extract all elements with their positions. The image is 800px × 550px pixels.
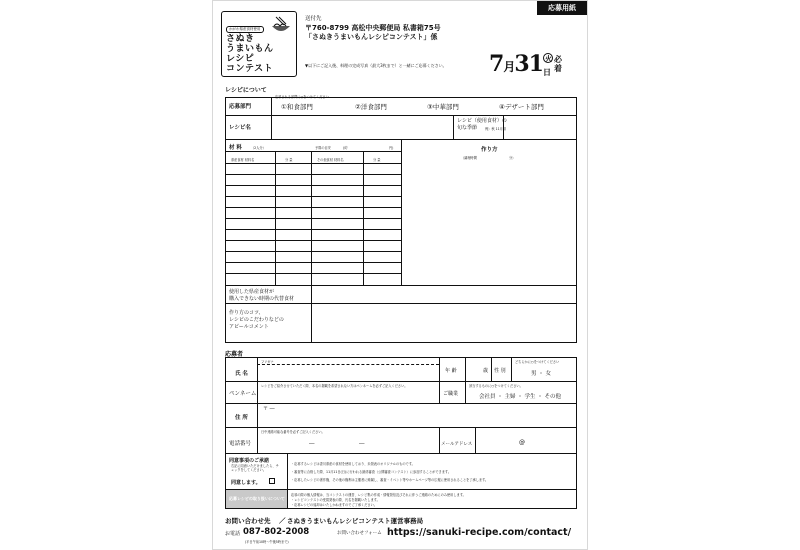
age-unit: 歳 (483, 368, 489, 374)
season-field[interactable] (505, 117, 575, 137)
ingredient-row-line (225, 240, 401, 241)
steps-label: 作り方 (481, 147, 498, 153)
substitute-field[interactable] (313, 287, 575, 301)
occupation-label: ご職業 (443, 391, 459, 397)
deadline-month-unit: 月 (503, 60, 515, 74)
consent-label: 同意事項のご承諾 (229, 458, 270, 464)
email-at: @ (519, 439, 525, 446)
logo-line-1: さぬき (226, 34, 255, 44)
phone-field[interactable] (259, 435, 437, 451)
category-label: 応募部門 (229, 104, 252, 110)
notice-text: ▼以下にご記入後、料理の完成写真（最大3枚まで）と一緒にご応募ください。 (305, 63, 447, 68)
ingredients-servings: （2人分） (251, 146, 266, 150)
ingredient-row-line (225, 185, 401, 186)
consent-note: 右記に同意いただけましたら、チェックをしてください。 (231, 464, 279, 472)
contact-phone[interactable]: 087-802-2008 (243, 527, 310, 537)
contact-label: お問い合わせ先 (225, 517, 271, 525)
contest-logo (221, 11, 297, 77)
category-yoshoku[interactable]: ②洋食部門 (355, 103, 387, 111)
ingredient-row-line (225, 174, 401, 175)
category-dessert[interactable]: ④デザート部門 (499, 103, 544, 111)
prefecture-qty-col: 分 量 (285, 158, 293, 162)
name-field[interactable] (259, 365, 437, 379)
penname-field[interactable] (259, 389, 437, 401)
consent-checkbox[interactable] (269, 478, 275, 484)
budget-label: 予算の目安 (315, 146, 331, 150)
contact-url[interactable]: https://sanuki-recipe.com/contact/ (387, 527, 572, 538)
ingredient-row-line (225, 229, 401, 230)
address-field[interactable] (259, 411, 575, 425)
consent-line-1: ・応募するレシピは香川県産の食材を使用しており、未発表のオリジナルのものです。 (291, 462, 415, 466)
contact-org: さぬきうまいもんレシピコンテスト運営事務局 (287, 517, 424, 525)
consent-check-label: 同意します。 (231, 480, 261, 486)
ingredient-row-line (225, 218, 401, 219)
other-qty-col: 分 量 (373, 158, 381, 162)
tips-label-3: アピールコメント (229, 324, 269, 330)
tips-label: 作り方のコツ、 (229, 310, 264, 316)
ingredient-row-line (225, 207, 401, 208)
address-line-2: 「さぬきうまいもんレシピコンテスト」係 (305, 33, 438, 41)
consent-line-2: ・審査等に合格した際、11月11日(日)に行われる最終審査（公開審査コンテスト）に参加することができます。 (291, 470, 452, 474)
prefecture-ingredient-col: 県産食材 材料名 (231, 158, 255, 162)
deadline-day: 31 (514, 51, 543, 77)
contact-hours: (平日午前10時〜午後5時まで) (245, 540, 289, 544)
mailing-address (305, 15, 441, 42)
address-line-1: 〒760-8799 高松中央郵便局 私書箱75号 (305, 24, 441, 32)
cook-time-unit: 分） (509, 156, 516, 160)
ingredient-row-line (225, 251, 401, 252)
address-label: 送付先 (305, 16, 322, 22)
season-example: 例）秋 11月頃 (485, 127, 507, 131)
tips-field[interactable] (313, 305, 575, 341)
age-label: 年 齢 (445, 368, 457, 374)
postal-mark: 〒 ― (263, 406, 275, 412)
season-label: レシピ（使用食材）の (457, 118, 507, 124)
email-label: メールアドレス (441, 442, 473, 447)
phone-dash-1: ― (309, 441, 315, 447)
deadline-weekday: 火 (544, 54, 551, 63)
ingredients-label: 材 料 (229, 145, 242, 151)
applicant-section-title: 応募者 (225, 351, 244, 358)
gender-label: 性 別 (494, 368, 506, 374)
budget-unit-close: 円) (389, 146, 394, 150)
privacy-line-1: 応募の際の個人情報は、当コンテストの運営、レシピ集の作成・情報発信及びそれに伴うご連絡のためにのみ使用します。 (291, 493, 466, 497)
tips-label-2: レシピのこだわりなどの (229, 317, 284, 323)
other-ingredient-col: その他食材 材料名 (317, 158, 344, 162)
phone-note: 日中連絡可能な番号を必ずご記入ください。 (261, 430, 325, 434)
privacy-label: 応募レシピの取り扱いについて (229, 496, 285, 501)
privacy-line-3: ・応募レシピの返却はいたしかねますのでご了承ください。 (291, 503, 377, 507)
steps-field[interactable] (403, 161, 575, 283)
deadline-day-unit: 日 (542, 67, 550, 77)
deadline (489, 51, 563, 80)
occupation-options[interactable]: 会社員 ・ 主婦 ・ 学生 ・ その他 (479, 394, 561, 400)
logo-line-2: うまいもん (226, 44, 274, 54)
cook-time-label: （調理時間 (461, 156, 477, 160)
ingredient-row-line (225, 163, 401, 164)
phone-dash-2: ― (359, 441, 365, 447)
deadline-month: 7 (489, 51, 504, 77)
penname-label: ペンネーム (229, 391, 257, 397)
consent-line-3: ・応募したレシピの著作権、その他の権利は主催者に帰属し、審査・イベント等やホームページ等の広報に使用されることを了承します。 (291, 478, 489, 482)
gender-options[interactable]: 男 ・ 女 (531, 371, 551, 377)
ingredient-row-line (225, 273, 401, 274)
penname-note: レシピをご紹介させていただく際、本名の掲載を希望されない方はペンネームを必ずご記入ください。 (261, 384, 408, 388)
form-label: お問い合わせフォーム (337, 531, 382, 536)
gender-note: どちらかに○をつけてください (515, 360, 560, 364)
phone-contact-label: お電話 (225, 531, 241, 537)
deadline-suffix: 必着 (553, 54, 561, 73)
category-chuka[interactable]: ③中華部門 (427, 103, 459, 111)
udon-bowl-icon (270, 16, 292, 36)
category-note: 応募される部門に○をつけてください (275, 95, 329, 99)
logo-ribbon: かがわ県産食材使用 (226, 26, 264, 33)
ingredient-row-line (225, 196, 401, 197)
privacy-line-2: ・レシピコンテストの受賞発表の際、氏名を掲載いたします。 (291, 498, 380, 502)
phone-label: 電話番号 (229, 441, 252, 447)
budget-unit-open: (約 (343, 146, 348, 150)
recipe-name-field[interactable] (273, 117, 451, 137)
logo-line-3: レシピ (226, 54, 255, 64)
recipe-name-label: レシピ名 (229, 125, 251, 131)
name-label: 氏 名 (235, 371, 248, 377)
substitute-label: 使用した県産食材が (229, 289, 275, 295)
furigana-label: フリガナ (261, 360, 274, 364)
address-field-label: 住 所 (235, 415, 248, 421)
email-field[interactable] (477, 431, 575, 451)
season-label-2: 旬な季節 (457, 125, 478, 131)
age-field[interactable] (467, 361, 481, 377)
category-washoku[interactable]: ①和食部門 (281, 103, 313, 111)
ingredient-row-line (225, 262, 401, 263)
occupation-note: 該当するものに○をつけてください。 (469, 384, 523, 388)
recipe-section-title: レシピについて (225, 87, 267, 94)
substitute-label-2: 購入できない時期の代替食材 (229, 296, 295, 302)
application-form-sheet: 応募用紙 かがわ県産食材使用 さぬき うまいもん レシピ コンテスト 送付先 〒760-8799 高松中央郵便局 私書箱75号 「さぬきうまいもんレシピコンテスト」係 ▼以下にご記入後、料理の完成写真（最大3枚まで）と一緒にご応募ください。 7月31 火日必着 レシピについて 応募される部門に○をつけてください 応募部門 ①和食部門 ②洋食部門 ③中華部門 ④デザート部門 レシピ名 レシピ（使用食材）の 旬な季節 例）秋 11月頃 材 料 （2人分） 予算の目安 (約 円) 作り方 （調理時間 分） 県産食材 材料名 分 量 その他食材 材料名 分 量 使用した県産食材が 購入できない時期の代替食材 作り方のコツ、 レシピのこだわりなどの アピールコメント 応募者 フリガナ 氏 名 年 齢 歳 性 別 どちらかに○をつけてください 男 ・ 女 ペンネーム レシピをご紹介させていただく際、本名の掲載を希望されない方はペンネームを必ずご記入ください。 ご職業 該当するものに○をつけてください。 会社員 ・ 主婦 ・ 学生 ・ その他 住 所 〒 ― 電話番号 日中連絡可能な番号を必ずご記入ください。 ― ― メールアドレス @ 同意事項のご承諾 右記に同意いただけましたら、チェックをしてください。 同意します。 ・応募するレシピは香川県産の食材を使用しており、未発表のオリジナルのものです。 ・審査等に合格した際、11月11日(日)に行われる最終審査（公開審査コンテスト）に参加することができます。 ・応募したレシピの著作権、その他の権利は主催者に帰属し、審査・イベント等やホームページ等の広報に使用されることを了承します。 応募レシピの取り扱いについて 応募の際の個人情報は、当コンテストの運営、レシピ集の作成・情報発信及びそれに伴うご連絡のためにのみ使用します。 ・レシピコンテストの受賞発表の際、氏名を掲載いたします。 ・応募レシピの返却はいたしかねますのでご了承ください。 お問い合わせ先 ／ さぬきうまいもんレシピコンテスト運営事務局 お電話 087-802-2008 (平日午前10時〜午後5時まで) お問い合わせフォーム https://sanuki-recipe.com/contact/ (212, 0, 588, 550)
logo-line-4: コンテスト (226, 64, 274, 74)
form-tag: 応募用紙 (537, 1, 587, 15)
